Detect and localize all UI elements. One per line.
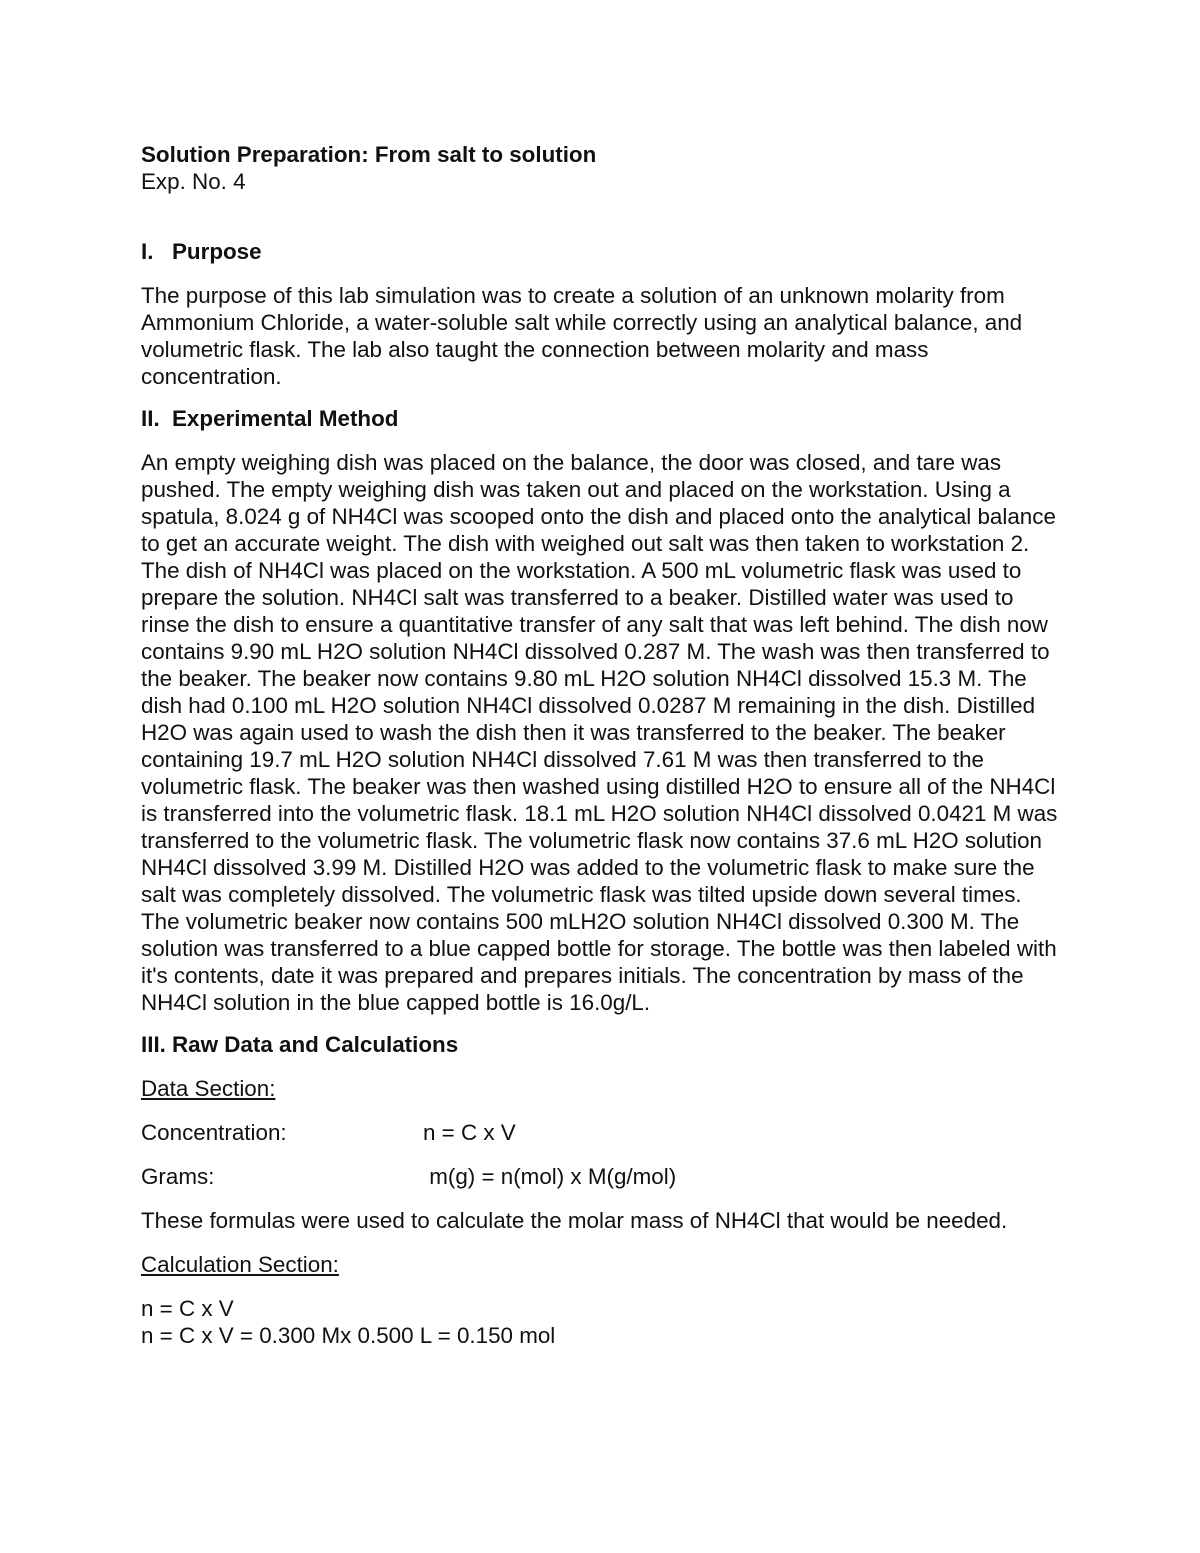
section-heading-purpose (141, 238, 1061, 265)
section-heading-text: Experimental Method (172, 406, 399, 431)
formula-text: m(g) = n(mol) x M(g/mol) (423, 1164, 677, 1189)
section-number: I. (141, 239, 154, 264)
section-number: II. (141, 406, 160, 431)
formula-row (141, 1119, 1061, 1146)
formula-label: Concentration: (141, 1120, 287, 1145)
document-title: Solution Preparation: From salt to solution (141, 142, 597, 167)
formula-label: Grams: (141, 1164, 215, 1189)
experiment-number: Exp. No. 4 (141, 169, 246, 194)
formulas-note: These formulas were used to calculate the molar mass of NH4Cl that would be needed. (141, 1208, 1008, 1233)
formula-text: n = C x V (423, 1120, 516, 1145)
calculation-section-label: Calculation Section: (141, 1252, 339, 1277)
purpose-paragraph: The purpose of this lab simulation was to create a solution of an unknown molarity from Ammonium Chloride, a water-soluble salt while correctly using an analytical balance, and volumetric flask. The lab also taught the connection between molarity and mass concentration. (141, 283, 1023, 389)
section-heading-raw-data (141, 1031, 1061, 1058)
method-paragraph: An empty weighing dish was placed on the balance, the door was closed, and tare was pushed. The empty weighing dish was taken out and placed on the workstation. Using a spatula, 8.024 g of NH4Cl was scooped onto the dish and placed onto the analytical balance to get an accurate weight. The dish with weighed out salt was then taken to workstation 2. The dish of NH4Cl was placed on the workstation. A 500 mL volumetric flask was used to prepare the solution. NH4Cl salt was transferred to a beaker. Distilled water was used to rinse the dish to ensure a quantitative transfer of any salt that was left behind. The dish now contains 9.90 mL H2O solution NH4Cl dissolved 0.287 M. The wash was then transferred to the beaker. The beaker now contains 9.80 mL H2O solution NH4Cl dissolved 15.3 M. The dish had 0.100 mL H2O solution NH4Cl dissolved 0.0287 M remaining in the dish. Distilled H2O was again used to wash the dish then it was transferred to the beaker. The beaker containing 19.7 mL H2O solution NH4Cl dissolved 7.61 M was then transferred to the volumetric flask. The beaker was then washed using distilled H2O to ensure all of the NH4Cl is transferred into the volumetric flask. 18.1 mL H2O solution NH4Cl dissolved 0.0421 M was transferred to the volumetric flask. The volumetric flask now contains 37.6 mL H2O solution NH4Cl dissolved 3.99 M. Distilled H2O was added to the volumetric flask to make sure the salt was completely dissolved. The volumetric flask was tilted upside down several times. The volumetric beaker now contains 500 mLH2O solution NH4Cl dissolved 0.300 M. The solution was transferred to a blue capped bottle for storage. The bottle was then labeled with it's contents, date it was prepared and prepares initials. The concentration by mass of the NH4Cl solution in the blue capped bottle is 16.0g/L. (141, 450, 1058, 1015)
section-heading-text: Raw Data and Calculations (172, 1032, 459, 1057)
data-section-label: Data Section: (141, 1076, 276, 1101)
formula-row (141, 1163, 1061, 1190)
section-heading-method (141, 405, 1061, 432)
document-page (141, 141, 1061, 1349)
section-heading-text: Purpose (172, 239, 262, 264)
section-number: III. (141, 1032, 166, 1057)
calculation-line: n = C x V (141, 1296, 234, 1321)
calculation-line: n = C x V = 0.300 Mx 0.500 L = 0.150 mol (141, 1323, 556, 1348)
